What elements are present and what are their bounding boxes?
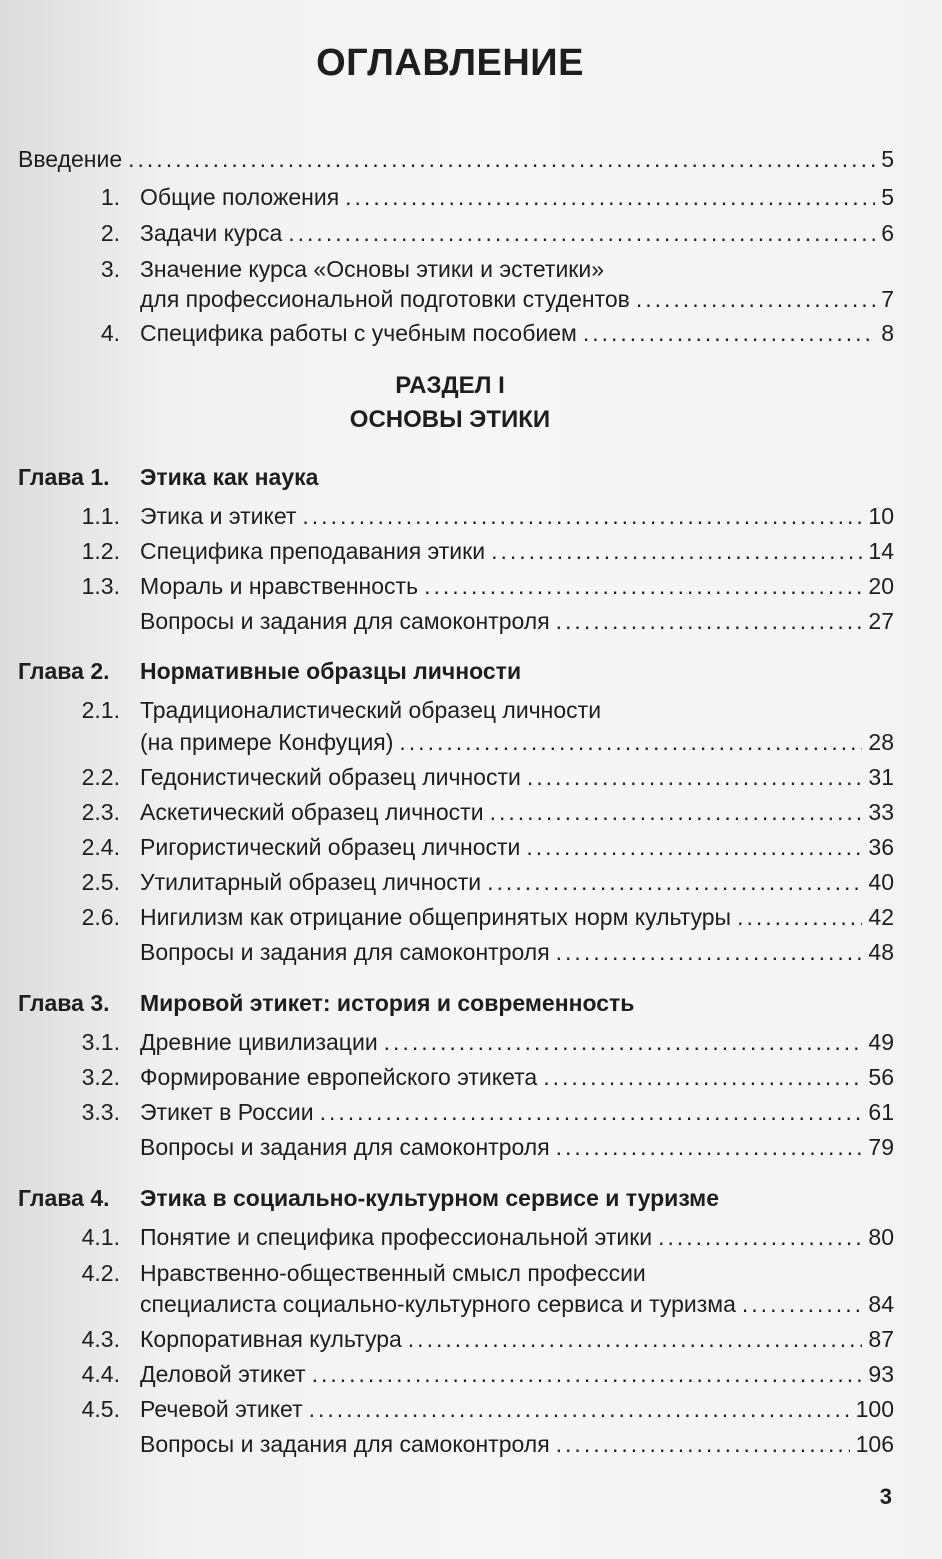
toc-page-number: 27 <box>868 608 894 634</box>
toc-entry-title: Специфика работы с учебным пособием <box>140 320 577 346</box>
toc-page-number: 106 <box>855 1431 894 1457</box>
toc-entry-title: специалиста социально-культурного сервиса и туризма <box>140 1291 736 1317</box>
toc-page-number: 56 <box>868 1064 894 1090</box>
toc-page-number: 42 <box>868 904 894 930</box>
leader-dots <box>742 1287 863 1321</box>
toc-entry-continuation[interactable] <box>0 725 942 759</box>
toc-page-number: 79 <box>868 1134 894 1160</box>
leader-dots <box>128 142 875 176</box>
toc-entry-title: для профессиональной подготовки студентов <box>140 286 630 312</box>
toc-entry-title: Деловой этикет <box>140 1361 306 1387</box>
chapter-label: Глава 1. <box>18 464 110 490</box>
toc-page-number: 8 <box>881 320 894 346</box>
section-heading-title: ОСНОВЫ ЭТИКИ <box>349 406 551 433</box>
toc-entry-title: Этика и этикет <box>140 503 297 529</box>
toc-entry[interactable] <box>0 1256 942 1290</box>
toc-entry-number: 4. <box>100 320 120 346</box>
chapter-label: Глава 3. <box>18 990 110 1016</box>
toc-entry-title: Нигилизм как отрицание общепринятых норм культуры <box>140 904 732 930</box>
toc-entry[interactable] <box>0 499 942 533</box>
toc-entry-questions[interactable] <box>0 1130 942 1164</box>
leader-dots <box>658 1220 862 1254</box>
leader-dots <box>408 1322 863 1356</box>
toc-entry[interactable] <box>0 1095 942 1129</box>
toc-entry-title: Корпоративная культура <box>140 1326 402 1352</box>
leader-dots <box>345 180 875 214</box>
toc-entry-title: Этикет в России <box>140 1099 314 1125</box>
toc-entry-title: Вопросы и задания для самоконтроля <box>140 1431 550 1457</box>
chapter-label: Глава 4. <box>18 1185 110 1211</box>
page-title: ОГЛАВЛЕНИЕ <box>316 42 584 84</box>
toc-entry-number: 2.2. <box>81 764 120 790</box>
toc-entry[interactable] <box>0 1220 942 1254</box>
toc-page-number: 49 <box>868 1029 894 1055</box>
toc-page-number: 28 <box>868 729 894 755</box>
toc-page-number: 31 <box>868 764 894 790</box>
toc-entry-number: 4.5. <box>81 1396 120 1422</box>
toc-entry-title: Гедонистический образец личности <box>140 764 521 790</box>
toc-entry-number: 4.3. <box>81 1326 120 1352</box>
toc-entry-number: 1.1. <box>81 503 120 529</box>
toc-entry-title-line1: Традиционалистический образец личности <box>140 697 602 723</box>
toc-entry-title: Общие положения <box>140 184 340 210</box>
toc-page-number: 7 <box>881 286 894 312</box>
toc-entry[interactable] <box>0 569 942 603</box>
toc-entry[interactable] <box>0 252 942 286</box>
toc-entry[interactable] <box>0 1357 942 1391</box>
toc-entry-title: Понятие и специфика профессиональной этики <box>140 1224 653 1250</box>
toc-page-number: 14 <box>868 538 894 564</box>
toc-page-number: 93 <box>868 1361 894 1387</box>
toc-page-number: 87 <box>868 1326 894 1352</box>
chapter-label: Глава 2. <box>18 658 110 684</box>
toc-page-number: 80 <box>868 1224 894 1250</box>
leader-dots <box>636 282 875 316</box>
toc-page-number: 5 <box>881 184 894 210</box>
leader-dots <box>399 725 862 759</box>
leader-dots <box>526 830 862 864</box>
chapter-heading[interactable] <box>0 654 942 688</box>
toc-entry-title: Введение <box>18 146 123 172</box>
toc-entry-title: Утилитарный образец личности <box>140 869 482 895</box>
page-number: 3 <box>879 1484 892 1509</box>
toc-page-number: 40 <box>868 869 894 895</box>
toc-entry-continuation[interactable] <box>0 282 942 316</box>
chapter-title: Нормативные образцы личности <box>140 658 522 684</box>
chapter-heading[interactable] <box>0 986 942 1020</box>
toc-entry[interactable] <box>0 1322 942 1356</box>
toc-entry[interactable] <box>0 316 942 350</box>
toc-entry[interactable] <box>0 1060 942 1094</box>
toc-entry-title-line1: Нравственно-общественный смысл профессии <box>140 1260 646 1286</box>
toc-page-number: 100 <box>855 1396 894 1422</box>
leader-dots <box>490 795 863 829</box>
toc-entry-number: 2.4. <box>81 834 120 860</box>
leader-dots <box>320 1095 863 1129</box>
toc-page-number: 84 <box>868 1291 894 1317</box>
toc-entry-title: Ригористический образец личности <box>140 834 521 860</box>
chapter-heading[interactable] <box>0 1181 942 1215</box>
toc-entry-continuation[interactable] <box>0 1287 942 1321</box>
toc-entry-questions[interactable] <box>0 604 942 638</box>
leader-dots <box>527 760 863 794</box>
leader-dots <box>312 1357 863 1391</box>
toc-entry-number: 2.6. <box>81 904 120 930</box>
toc-page-number: 20 <box>868 573 894 599</box>
toc-page-number: 6 <box>881 220 894 246</box>
toc-entry-number: 3.1. <box>81 1029 120 1055</box>
leader-dots <box>384 1025 863 1059</box>
leader-dots <box>583 316 875 350</box>
toc-entry[interactable] <box>0 534 942 568</box>
toc-entry-number: 4.4. <box>81 1361 120 1387</box>
leader-dots <box>302 499 862 533</box>
chapter-heading[interactable] <box>0 460 942 494</box>
toc-entry-title: Мораль и нравственность <box>140 573 419 599</box>
toc-entry[interactable] <box>0 1025 942 1059</box>
toc-page-number: 61 <box>868 1099 894 1125</box>
leader-dots <box>543 1060 862 1094</box>
toc-entry[interactable] <box>0 693 942 727</box>
chapter-title: Мировой этикет: история и современность <box>140 990 635 1016</box>
toc-entry-title: Задачи курса <box>140 220 283 246</box>
leader-dots <box>309 1392 850 1426</box>
toc-entry[interactable] <box>0 216 942 250</box>
toc-entry-number: 2.3. <box>81 799 120 825</box>
toc-entry-number: 1.3. <box>81 573 120 599</box>
leader-dots <box>556 604 863 638</box>
toc-entry-title: (на примере Конфуция) <box>140 729 394 755</box>
toc-entry-number: 1.2. <box>81 538 120 564</box>
leader-dots <box>556 935 863 969</box>
toc-page-number: 33 <box>868 799 894 825</box>
toc-entry-number: 2. <box>100 220 120 246</box>
toc-entry-title: Формирование европейского этикета <box>140 1064 538 1090</box>
toc-entry-title: Вопросы и задания для самоконтроля <box>140 608 550 634</box>
toc-entry-number: 2.1. <box>81 697 120 723</box>
toc-entry-title-line1: Значение курса «Основы этики и эстетики» <box>140 256 605 282</box>
toc-entry-number: 3. <box>100 256 120 282</box>
toc-entry-number: 1. <box>100 184 120 210</box>
leader-dots <box>487 865 862 899</box>
leader-dots <box>556 1130 863 1164</box>
toc-page-number: 48 <box>868 939 894 965</box>
toc-entry-number: 3.3. <box>81 1099 120 1125</box>
toc-entry-number: 3.2. <box>81 1064 120 1090</box>
toc-entry[interactable] <box>0 830 942 864</box>
toc-entry-title: Аскетический образец личности <box>140 799 484 825</box>
toc-entry-number: 4.2. <box>81 1260 120 1286</box>
toc-page-number: 5 <box>881 146 894 172</box>
toc-entry-title: Речевой этикет <box>140 1396 303 1422</box>
toc-entry[interactable] <box>0 795 942 829</box>
toc-entry-title: Вопросы и задания для самоконтроля <box>140 939 550 965</box>
section-heading-number: РАЗДЕЛ I <box>395 372 505 399</box>
leader-dots <box>737 900 862 934</box>
toc-entry-number: 4.1. <box>81 1224 120 1250</box>
toc-page-number: 36 <box>868 834 894 860</box>
toc-entry[interactable] <box>0 900 942 934</box>
toc-entry-intro[interactable] <box>0 142 942 176</box>
toc-page-number: 10 <box>868 503 894 529</box>
toc-entry[interactable] <box>0 865 942 899</box>
toc-entry-title: Древние цивилизации <box>140 1029 378 1055</box>
toc-entry-questions[interactable] <box>0 1427 942 1461</box>
toc-entry-questions[interactable] <box>0 935 942 969</box>
chapter-title: Этика в социально-культурном сервисе и туризме <box>140 1185 719 1211</box>
toc-entry-number: 2.5. <box>81 869 120 895</box>
toc-entry-title: Специфика преподавания этики <box>140 538 486 564</box>
leader-dots <box>424 569 862 603</box>
leader-dots <box>556 1427 850 1461</box>
toc-entry[interactable] <box>0 180 942 214</box>
toc-entry[interactable] <box>0 1392 942 1426</box>
leader-dots <box>288 216 875 250</box>
chapter-title: Этика как наука <box>140 464 319 490</box>
toc-entry-title: Вопросы и задания для самоконтроля <box>140 1134 550 1160</box>
leader-dots <box>491 534 862 568</box>
toc-entry[interactable] <box>0 760 942 794</box>
